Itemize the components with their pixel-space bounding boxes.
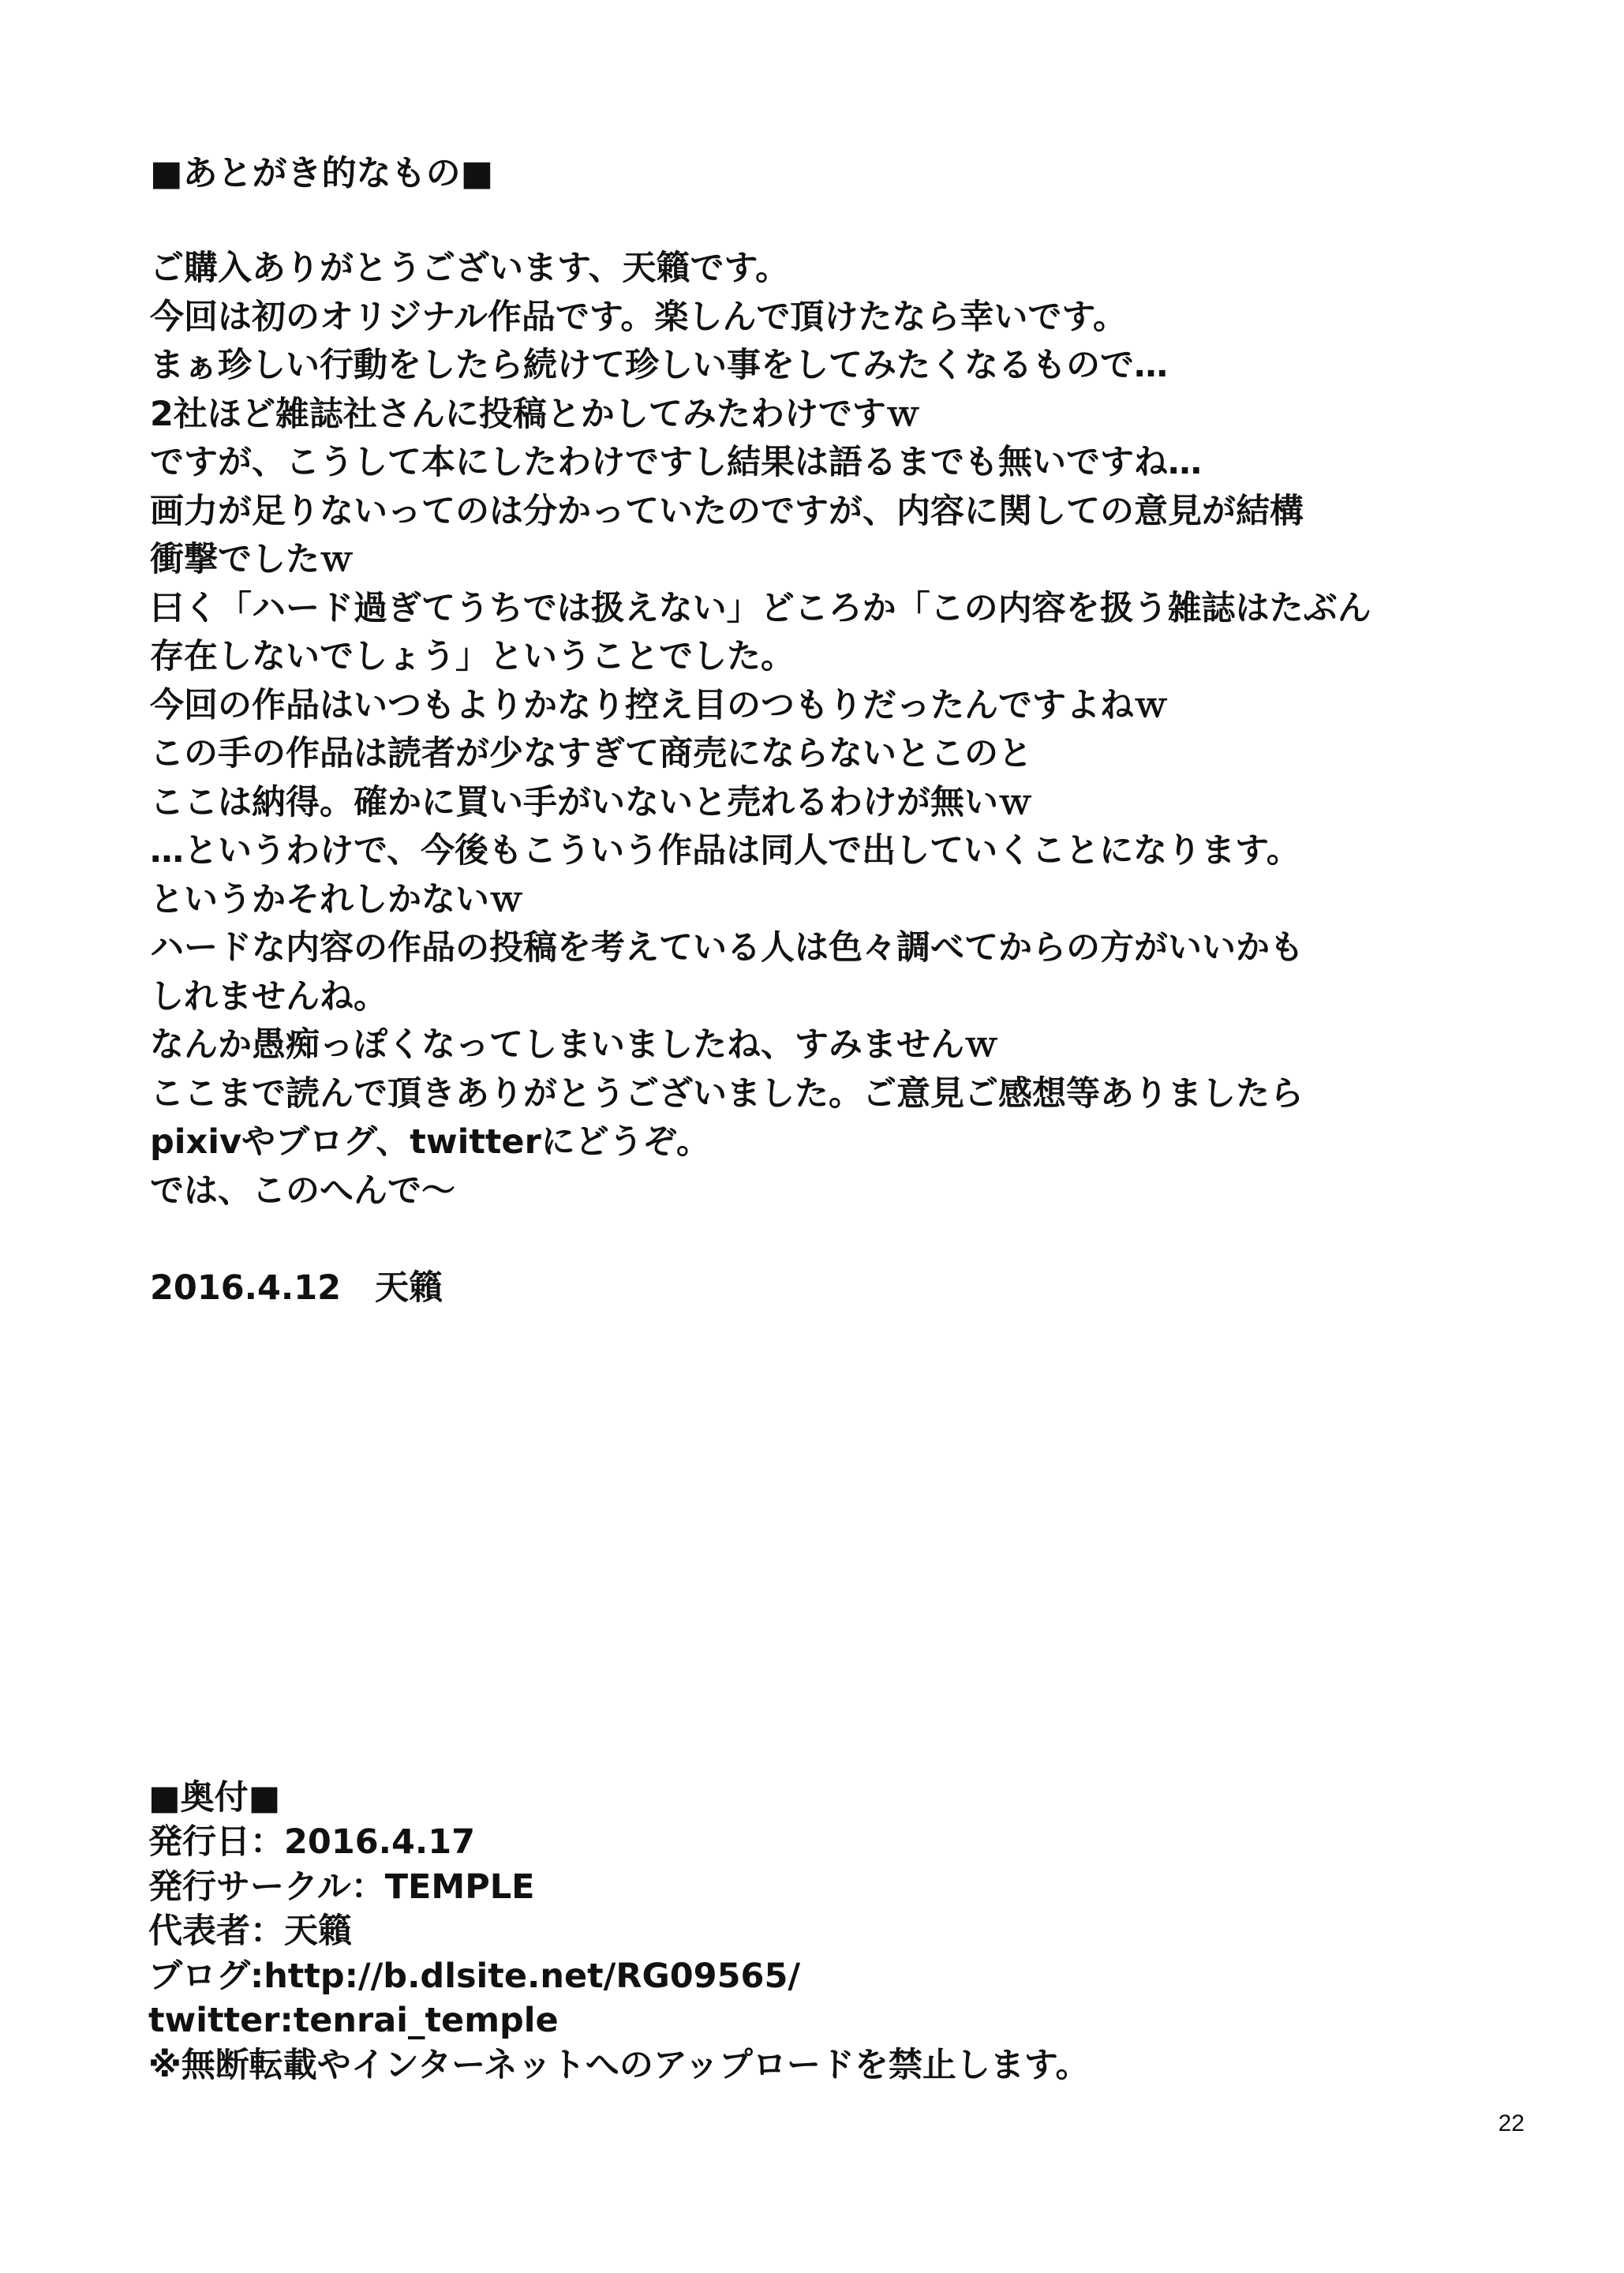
colophon-section (148, 1776, 1490, 2088)
colophon-twitter: twitter:tenrai_temple (148, 2001, 559, 2040)
afterword-line: 曰く「ハード過ぎてうちでは扱えない」どころか「この内容を扱う雑誌はたぶん (150, 588, 1371, 628)
afterword-line: 存在しないでしょう」ということでした。 (150, 637, 795, 676)
afterword-line: なんか愚痴っぽくなってしまいましたね、すみませんｗ (150, 1025, 998, 1065)
afterword-line: ここまで読んで頂きありがとうございました。ご意見ご感想等ありましたら (150, 1073, 1304, 1114)
afterword-line: しれませんね。 (150, 976, 387, 1017)
colophon-circle: 発行サークル：TEMPLE (148, 1867, 535, 1907)
colophon-blog: ブログ:http://b.dlsite.net/RG09565/ (148, 1956, 801, 1996)
afterword-body (150, 245, 1491, 1215)
afterword-line: ですが、こうして本にしたわけですし結果は語るまでも無いですね… (150, 443, 1202, 482)
afterword-signature: 2016.4.12 天籟 (150, 1268, 443, 1308)
afterword-line: 画力が足りないってのは分かっていたのですが、内容に関しての意見が結構 (150, 491, 1304, 531)
afterword-line: ご購入ありがとうございます、天籟です。 (150, 249, 790, 288)
afterword-line: この手の作品は読者が少なすぎて商売にならないとこのと (150, 734, 1032, 773)
colophon-issue-date: 発行日：2016.4.17 (148, 1822, 476, 1862)
afterword-line: 今回は初のオリジナル作品です。楽しんで頂けたなら幸いです。 (150, 297, 1127, 337)
afterword-line: まぁ珍しい行動をしたら続けて珍しい事をしてみたくなるもので… (150, 346, 1168, 385)
afterword-line: 衝撃でしたｗ (150, 540, 354, 579)
page-number: 22 (1498, 2110, 1525, 2136)
afterword-line: ハードな内容の作品の投稿を考えている人は色々調べてからの方がいいかも (150, 928, 1304, 968)
afterword-line: …というわけで、今後もこういう作品は同人で出していくことになります。 (150, 831, 1300, 871)
afterword-line: 2社ほど雑誌社さんに投稿とかしてみたわけですｗ (150, 394, 920, 434)
colophon-representative: 代表者：天籟 (148, 1912, 352, 1951)
afterword-line: というかそれしかないｗ (150, 879, 523, 919)
afterword-line: ここは納得。確かに買い手がいないと売れるわけが無いｗ (150, 782, 1032, 822)
afterword-line: 今回の作品はいつもよりかなり控え目のつもりだったんですよねｗ (150, 685, 1168, 725)
afterword-section (150, 150, 1491, 1313)
colophon-title: ■奥付■ (148, 1778, 281, 1818)
afterword-line: では、このへんで～ (150, 1170, 455, 1211)
afterword-line: pixivやブログ、twitterにどうぞ。 (150, 1122, 710, 1162)
colophon-notice: ※無断転載やインターネットへのアップロードを禁止します。 (148, 2045, 1090, 2085)
afterword-title: ■あとがき的なもの■ (150, 153, 494, 193)
